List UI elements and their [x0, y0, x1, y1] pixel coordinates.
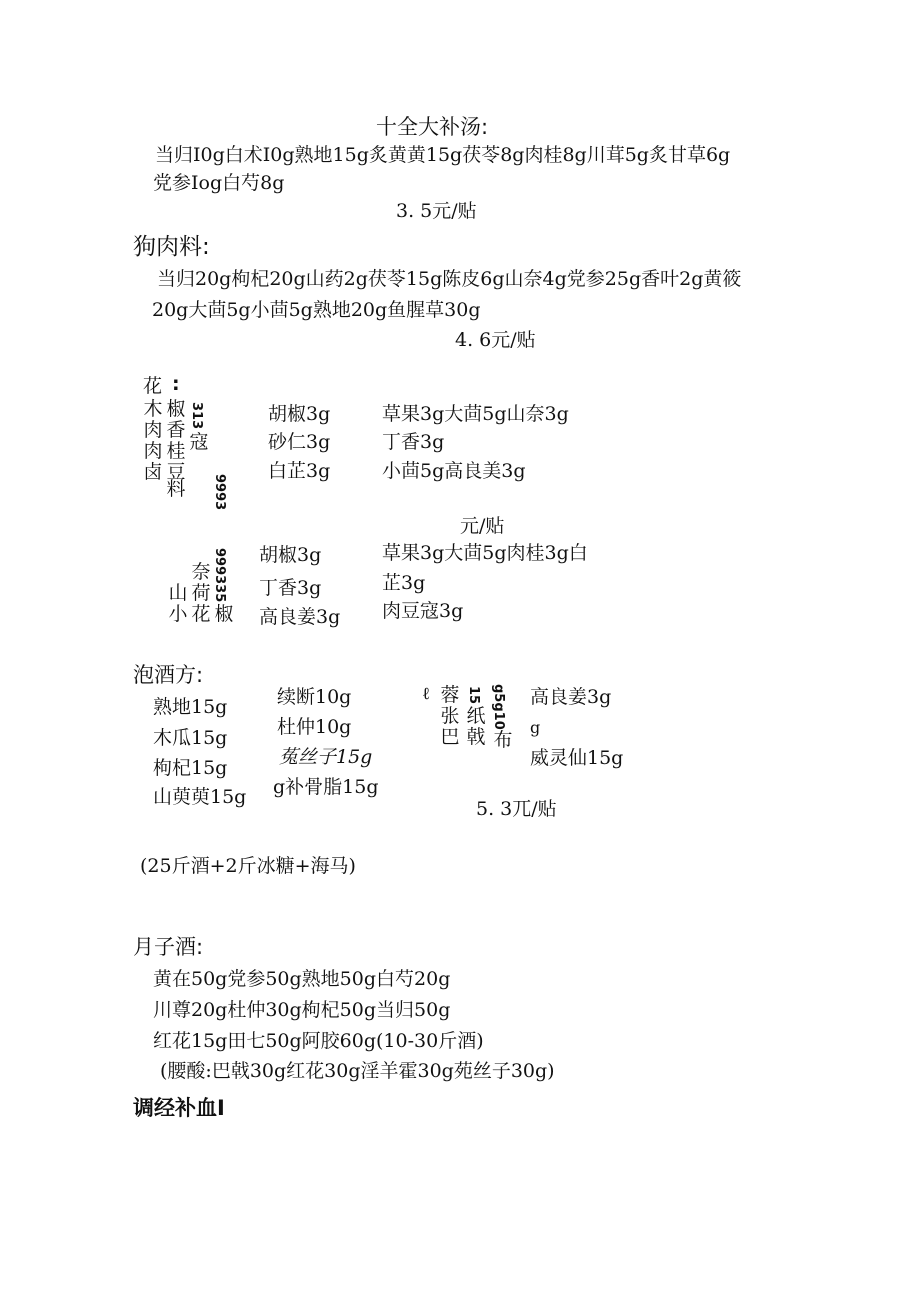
ingredient-cropped: g补骨脂15g: [273, 776, 379, 798]
recipe-line: 当归20g枸杞20g山药2g茯苓15g陈皮6g山奈4g党参25g香叶2g黄筱: [157, 268, 742, 290]
ingredient: 草果3g大茴5g肉桂3g白: [382, 542, 588, 564]
ingredient-cropped: 高良姜3g: [259, 606, 341, 628]
ingredient: 肉豆寇3g: [382, 600, 464, 622]
recipe-line: (腰酸:巴戟30g红花30g淫羊霍30g苑丝子30g): [160, 1060, 555, 1082]
recipe-line: 黄在50g党参50g熟地50g白芍20g: [153, 968, 451, 990]
section-title-yuezi: 月子酒:: [133, 935, 204, 959]
section-title-shiquan: 十全大补汤:: [376, 115, 489, 139]
vertical-text-column: 椒: [214, 603, 234, 625]
vertical-text-column: 山小: [168, 582, 188, 625]
vertical-text-column: 寇: [189, 431, 209, 453]
rotated-number: 9993: [212, 474, 227, 511]
price-label: 4. 6元/贴: [455, 329, 536, 351]
vertical-text-column: 蓉张巴: [440, 684, 460, 748]
ingredient: 砂仁3g: [268, 431, 331, 453]
price-label: 5. 3兀/贴: [476, 798, 557, 820]
heading-colon: :: [172, 373, 180, 395]
price-label: 元/贴: [460, 515, 505, 537]
heading-hua: 花: [143, 375, 163, 397]
ingredient: 高良姜3g: [530, 686, 612, 708]
ingredient: 枸杞15g: [153, 757, 228, 779]
ingredient: 白芷3g: [268, 460, 331, 482]
ingredient: g: [530, 718, 541, 737]
section-title-gourou: 狗肉料:: [133, 234, 210, 260]
vertical-text-column: 椒香桂豆: [166, 398, 186, 483]
recipe-line: 当归I0g白术I0g熟地15g炙黄黄15g茯苓8g肉桂8g川茸5g炙甘草6g: [155, 144, 731, 166]
ingredient: 草果3g大茴5g山奈3g: [382, 403, 569, 425]
price-label: 3. 5元/贴: [396, 200, 477, 222]
ingredient-cropped: 威灵仙15g: [530, 747, 624, 769]
ingredient: 小茴5g高良美3g: [382, 460, 526, 482]
ingredient: 熟地15g: [153, 696, 228, 718]
vertical-text-column: 布: [493, 729, 513, 751]
vertical-text-column: 纸戟: [466, 705, 486, 748]
note: (25斤酒+2斤冰糖+海马): [140, 855, 356, 877]
ingredient: 丁香3g: [382, 431, 445, 453]
recipe-line: 20g大茴5g小茴5g熟地20g鱼腥草30g: [152, 299, 481, 321]
vertical-text-column: 料: [166, 478, 186, 500]
recipe-line: 红花15g田七50g阿胶60g(10-30斤酒): [153, 1030, 484, 1052]
rotated-number: 15: [466, 686, 481, 705]
ingredient: 菟丝子15g: [279, 746, 373, 768]
handwritten-mark: ℓ: [422, 684, 431, 704]
ingredient: 杜仲10g: [277, 716, 352, 738]
section-title-tiaojing: 调经补血I: [133, 1096, 225, 1120]
ingredient: 丁香3g: [259, 577, 322, 599]
ingredient: 胡椒3g: [268, 403, 331, 425]
vertical-text-column: 木肉肉卤: [143, 398, 163, 483]
ingredient-cropped: 山萸萸15g: [153, 786, 247, 808]
vertical-text-column: 奈荷花: [191, 561, 211, 625]
ingredient: 木瓜15g: [153, 727, 228, 749]
rotated-number: g5g10: [491, 684, 506, 730]
ingredient: 芷3g: [382, 572, 426, 594]
rotated-number: 313: [189, 402, 204, 430]
ingredient: 胡椒3g: [259, 544, 322, 566]
recipe-line: 川尊20g杜仲30g枸杞50g当归50g: [153, 999, 451, 1021]
recipe-line: 党参Iog白芍8g: [153, 172, 285, 194]
ingredient: 续断10g: [277, 686, 352, 708]
rotated-number: 999335: [212, 548, 227, 603]
section-title-paojiu: 泡酒方:: [133, 663, 204, 687]
